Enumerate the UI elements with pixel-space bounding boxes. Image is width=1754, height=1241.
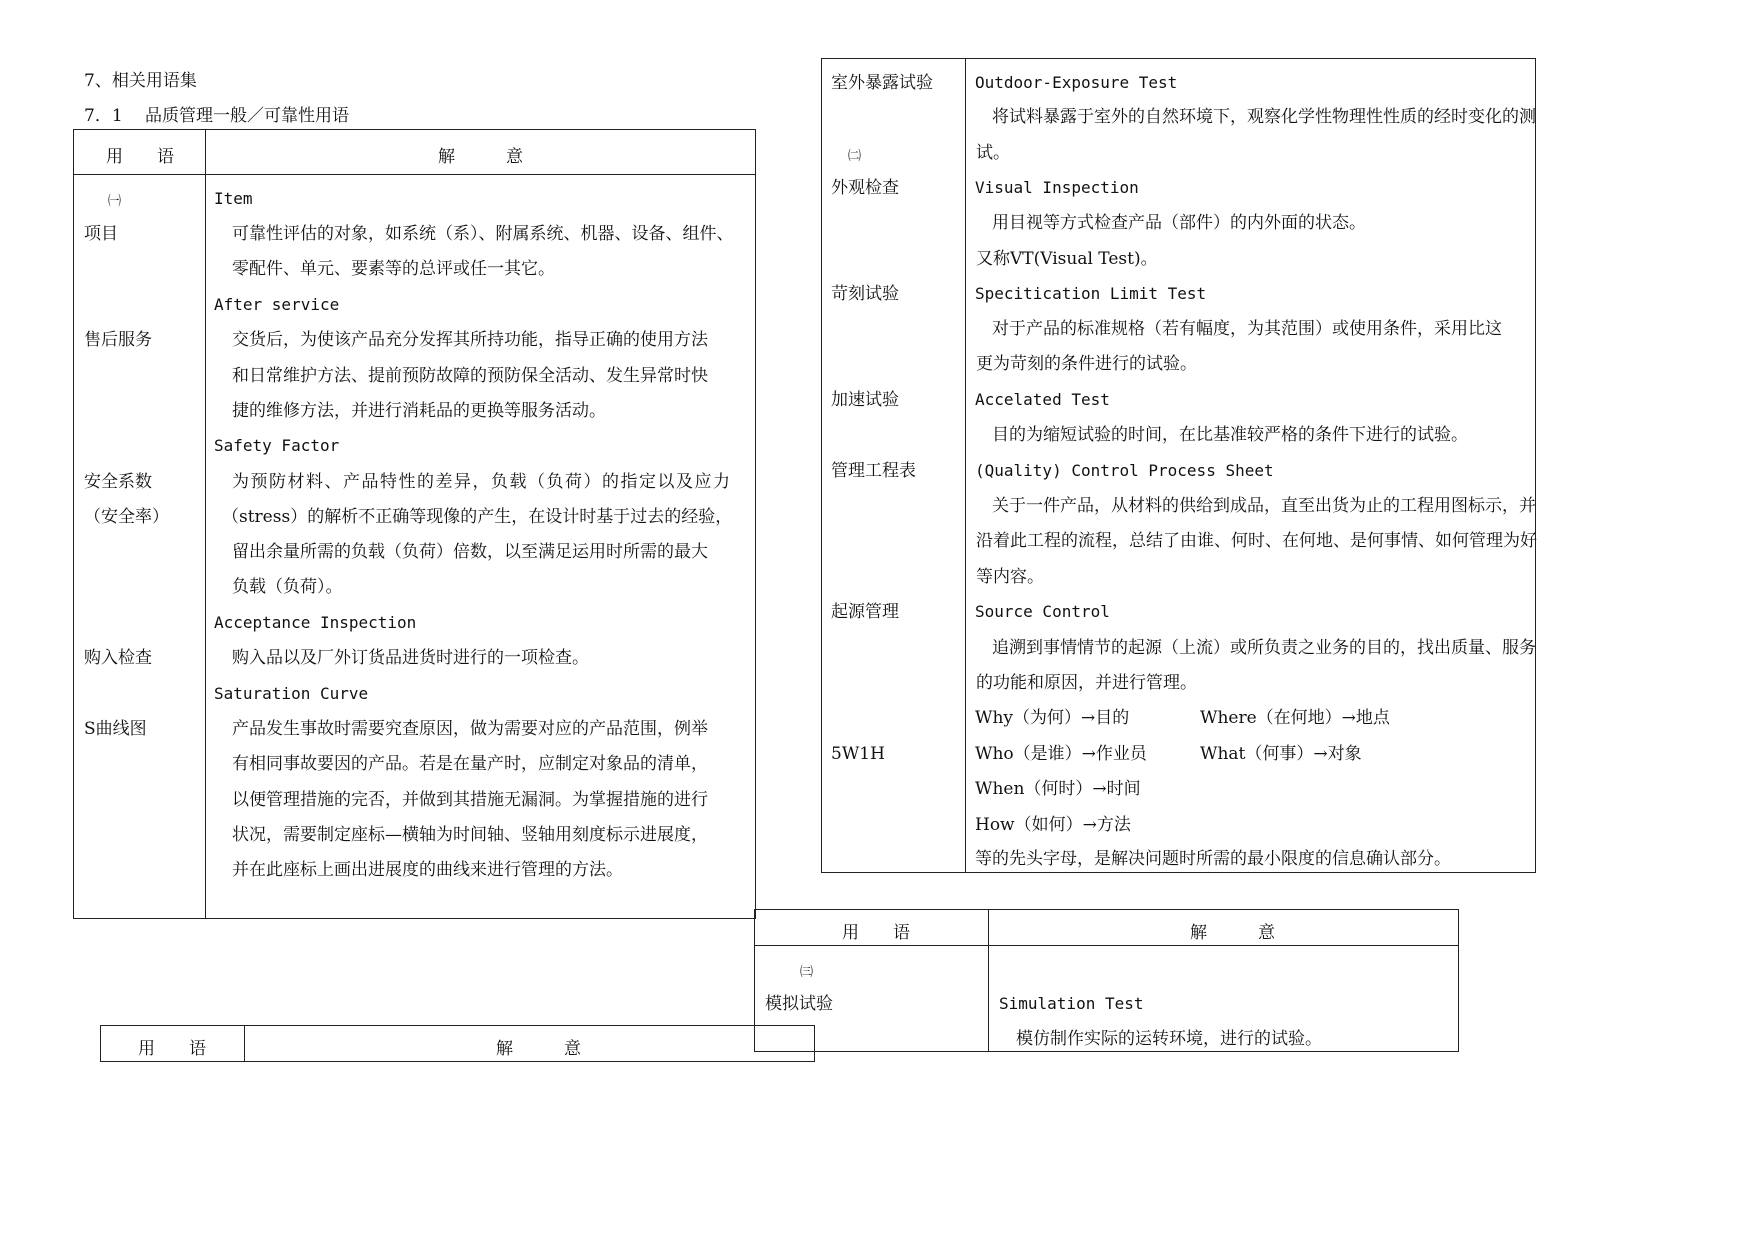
term-acceptance-inspection: 购入检查: [84, 648, 152, 668]
five-w-pair-a: Who（是谁）→作业员: [975, 744, 1147, 764]
bottom-left-header-meaning: 解 意: [496, 1039, 581, 1059]
meaning-line: （stress）的解析不正确等现像的产生，在设计时基于过去的经验，: [222, 507, 733, 527]
meaning-line: 可靠性评估的对象，如系统（系）、附属系统、机器、设备、组件、: [232, 224, 734, 244]
term-after-service: 售后服务: [84, 330, 152, 350]
meaning-line: 更为苛刻的条件进行的试验。: [976, 354, 1197, 374]
five-w-pair-a: Why（为何）→目的: [975, 708, 1130, 728]
english-accelerated-test: Accelated Test: [975, 390, 1110, 409]
bottom-right-header-meaning: 解 意: [1190, 923, 1275, 943]
meaning-line: 将试料暴露于室外的自然环境下，观察化学性物理性性质的经时变化的测: [992, 107, 1536, 127]
group-mark-1: ㈠: [108, 194, 122, 209]
term-control-process-sheet: 管理工程表: [831, 461, 916, 481]
meaning-line: 购入品以及厂外订货品进货时进行的一项检查。: [232, 648, 589, 668]
english-acceptance-inspection: Acceptance Inspection: [214, 613, 417, 632]
term-source-control: 起源管理: [831, 602, 899, 622]
term-safety-factor: 安全系数: [84, 472, 152, 492]
term-accelerated-test: 加速试验: [831, 390, 899, 410]
five-w-pair-a: When（何时）→时间: [975, 779, 1141, 799]
bottom-right-header-term: 用 语: [842, 923, 910, 943]
term-outdoor-exposure: 室外暴露试验: [831, 73, 933, 93]
meaning-line: 负载（负荷）。: [232, 577, 343, 597]
meaning-line: 留出余量所需的负载（负荷）倍数，以至满足运用时所需的最大: [232, 542, 708, 562]
bottom-right-column-divider: [988, 909, 989, 1052]
meaning-line: 产品发生事故时需要究查原因，做为需要对应的产品范围，例举: [232, 719, 708, 739]
meaning-line: 有相同事故要因的产品。若是在量产时，应制定对象品的清单，: [232, 754, 708, 774]
english-simulation-test: Simulation Test: [999, 994, 1144, 1013]
meaning-line: 目的为缩短试验的时间，在比基准较严格的条件下进行的试验。: [992, 425, 1468, 445]
english-saturation-curve: Saturation Curve: [214, 684, 369, 703]
meaning-line: 试。: [976, 143, 1010, 163]
term-visual-inspection: 外观检查: [831, 178, 899, 198]
meaning-line: 对于产品的标准规格（若有幅度，为其范围）或使用条件，采用比这: [992, 319, 1502, 339]
term-spec-limit-test: 苛刻试验: [831, 284, 899, 304]
meaning-line: 的功能和原因，并进行管理。: [976, 673, 1197, 693]
english-outdoor-exposure: Outdoor-Exposure Test: [975, 73, 1178, 92]
english-source-control: Source Control: [975, 602, 1110, 621]
subsection-heading: 7．1 品质管理一般／可靠性用语: [84, 106, 350, 126]
meaning-line: 为预防材料、产品特性的差异，负载（负荷）的指定以及应力: [232, 472, 732, 492]
meaning-line: 以便管理措施的完否，并做到其措施无漏洞。为掌握措施的进行: [232, 790, 708, 810]
term-safety-factor-alt: （安全率）: [84, 507, 169, 527]
meaning-line: 交货后，为使该产品充分发挥其所持功能，指导正确的使用方法: [232, 330, 708, 350]
english-safety-factor: Safety Factor: [214, 436, 340, 455]
english-control-process-sheet: (Quality) Control Process Sheet: [975, 461, 1274, 480]
left-header-term: 用 语: [106, 147, 174, 167]
meaning-line: 追溯到事情情节的起源（上流）或所负责之业务的目的，找出质量、服务: [992, 638, 1536, 658]
english-item: Item: [214, 189, 253, 208]
meaning-line: 并在此座标上画出进展度的曲线来进行管理的方法。: [232, 860, 623, 880]
meaning-line: 捷的维修方法，并进行消耗品的更换等服务活动。: [232, 401, 606, 421]
five-w-pair-b: Where（在何地）→地点: [1200, 708, 1390, 728]
meaning-line: 用目视等方式检查产品（部件）的内外面的状态。: [992, 213, 1366, 233]
left-table-column-divider: [205, 129, 206, 919]
bottom-left-header-term: 用 语: [138, 1039, 206, 1059]
term-simulation-test: 模拟试验: [765, 994, 833, 1014]
english-spec-limit-test: Specitication Limit Test: [975, 284, 1207, 303]
five-w-pair-b: What（何事）→对象: [1200, 744, 1362, 764]
bottom-left-table-header: [100, 1025, 815, 1062]
meaning-line: 状况，需要制定座标—横轴为时间轴、竖轴用刻度标示进展度，: [232, 825, 708, 845]
term-5w1h: 5W1H: [831, 744, 885, 764]
bottom-left-column-divider: [244, 1025, 245, 1062]
section-heading: 7、相关用语集: [84, 71, 197, 91]
meaning-line: 又称VT(Visual Test)。: [976, 249, 1158, 269]
meaning-line: 零配件、单元、要素等的总评或任一其它。: [232, 259, 555, 279]
group-mark-3: ㈢: [800, 965, 814, 980]
left-header-meaning: 解 意: [438, 147, 523, 167]
meaning-line: 等的先头字母，是解决问题时所需的最小限度的信息确认部分。: [975, 849, 1451, 869]
bottom-right-header-divider: [754, 945, 1459, 946]
left-table-header-divider: [73, 174, 756, 175]
meaning-line: 关于一件产品，从材料的供给到成品，直至出货为止的工程用图标示，并: [992, 496, 1536, 516]
five-w-pair-a: How（如何）→方法: [975, 815, 1131, 835]
meaning-line: 沿着此工程的流程，总结了由谁、何时、在何地、是何事情、如何管理为好: [976, 531, 1537, 551]
meaning-line: 模仿制作实际的运转环境，进行的试验。: [1016, 1029, 1322, 1049]
term-saturation-curve: S曲线图: [84, 719, 147, 739]
right-table-column-divider: [965, 58, 966, 873]
meaning-line: 和日常维护方法、提前预防故障的预防保全活动、发生异常时快: [232, 366, 708, 386]
meaning-line: 等内容。: [976, 567, 1044, 587]
group-mark-2: ㈡: [848, 149, 862, 164]
english-visual-inspection: Visual Inspection: [975, 178, 1139, 197]
term-item: 项目: [84, 224, 118, 244]
english-after-service: After service: [214, 295, 340, 314]
